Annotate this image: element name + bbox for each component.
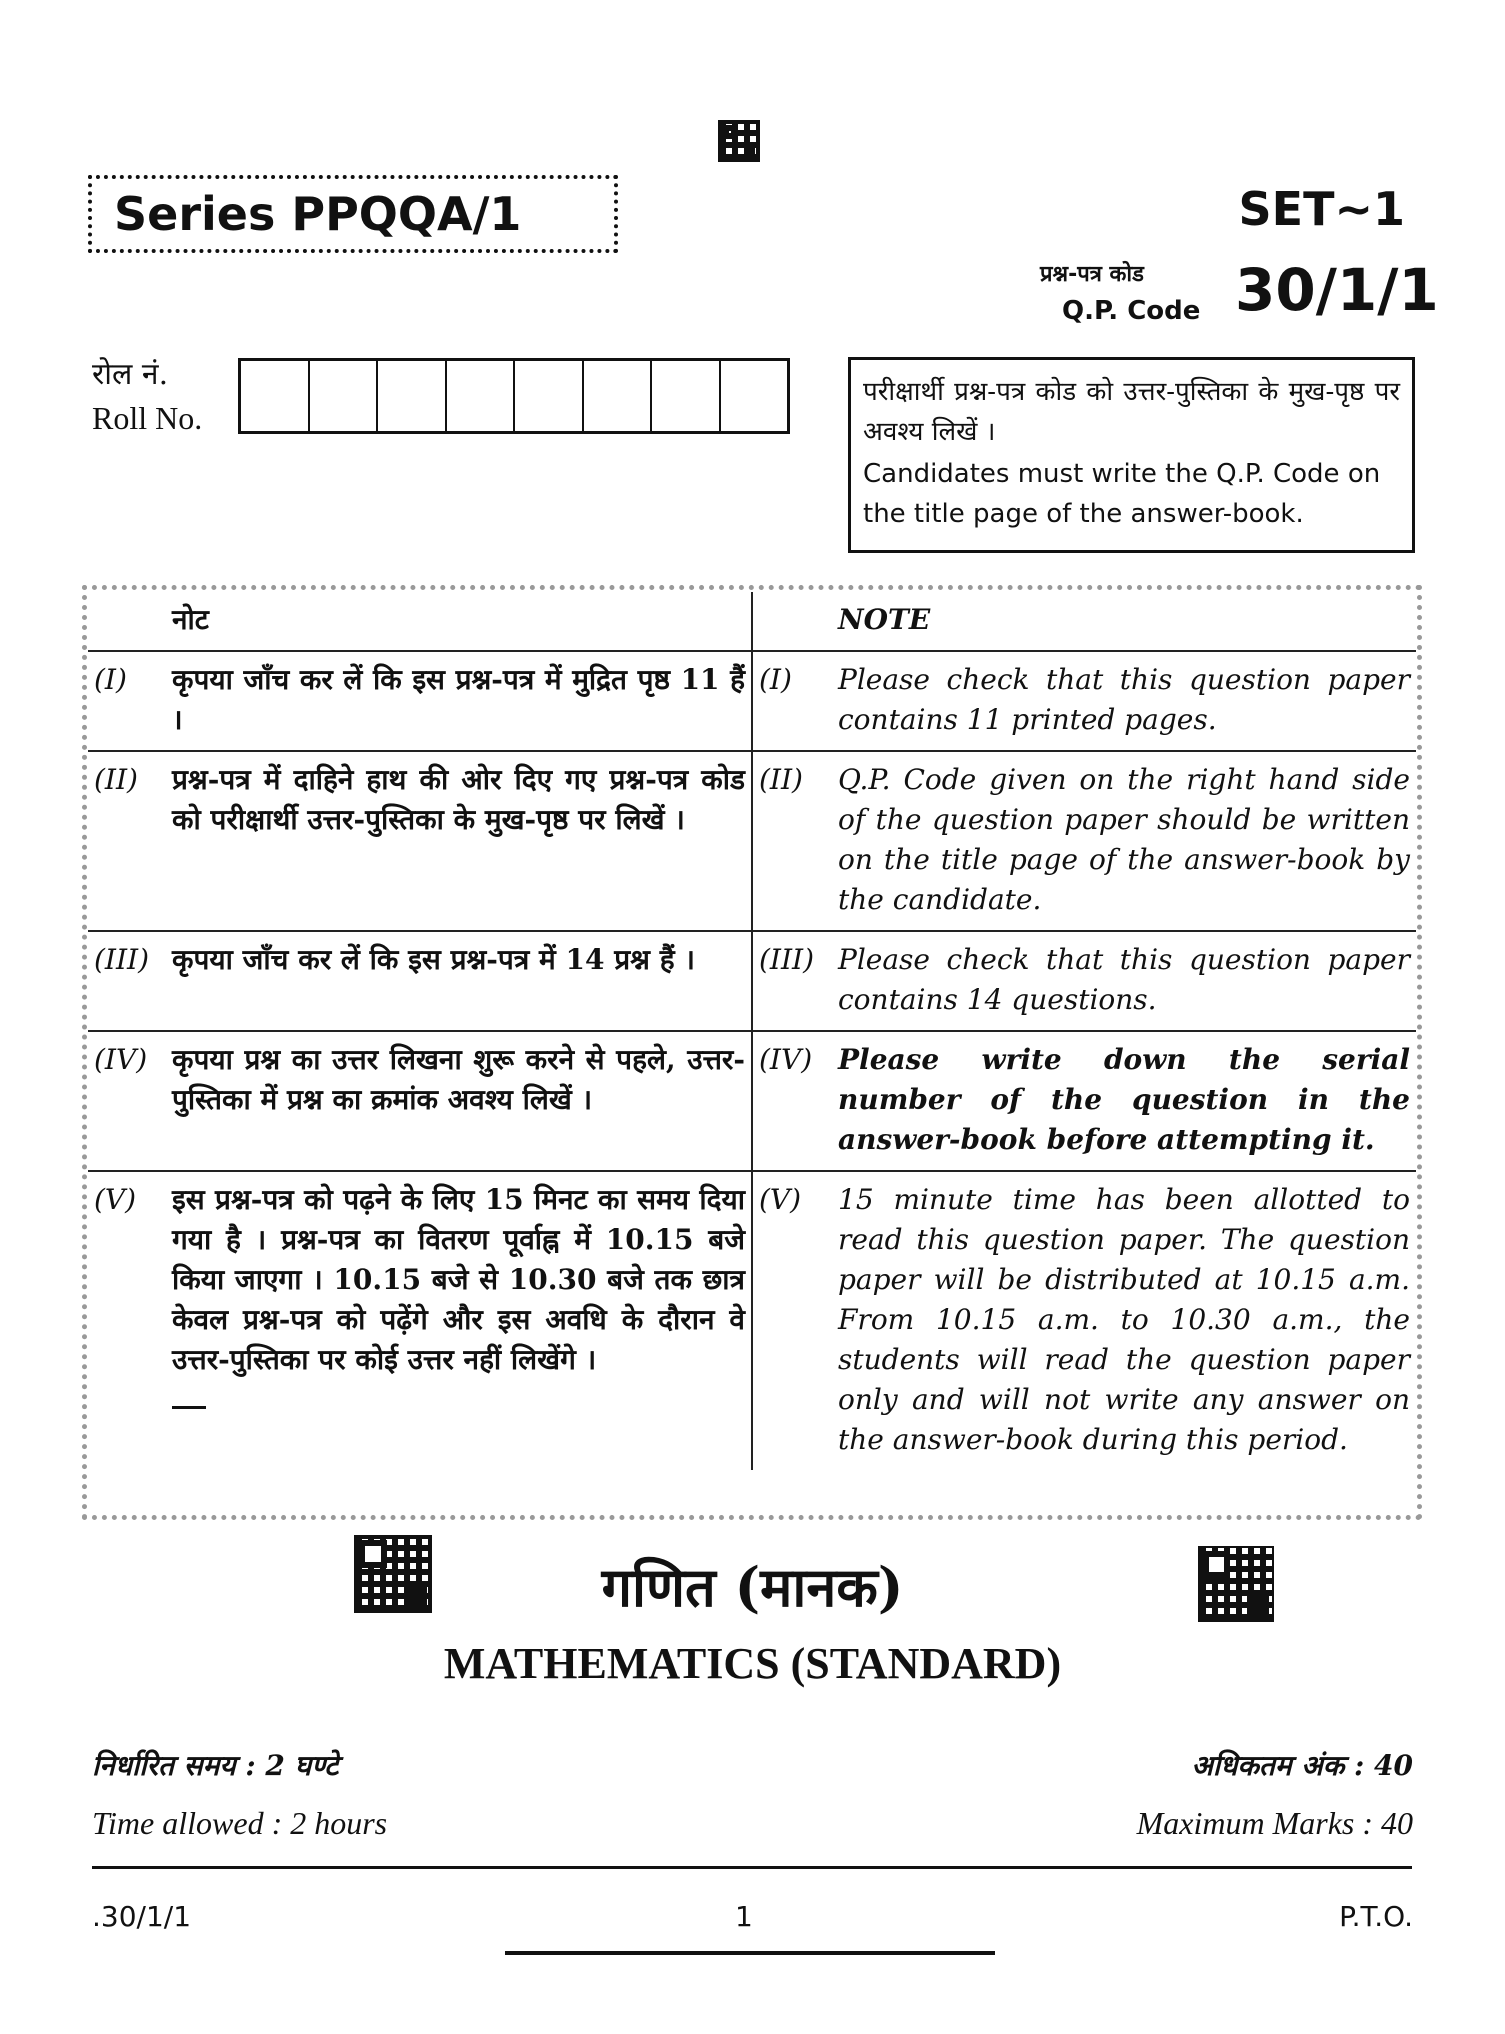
roll-number-boxes[interactable] bbox=[238, 358, 790, 434]
note-number: (V) bbox=[88, 1171, 166, 1470]
note-english: 15 minute time has been allotted to read this question paper. The question paper will be distributed at 10.15 a.m. From 10.15 a.m. to 10.30 a.m., the students will read the question paper only and will not write any answer on the answer-book during this period. bbox=[832, 1171, 1416, 1470]
roll-digit-box[interactable] bbox=[652, 361, 721, 431]
note-row bbox=[88, 1171, 1416, 1470]
note-hindi-cell bbox=[166, 1171, 752, 1470]
roll-digit-box[interactable] bbox=[310, 361, 379, 431]
note-number: (V) bbox=[752, 1171, 832, 1470]
footer-code: .30/1/1 bbox=[92, 1900, 192, 1933]
note-number: (I) bbox=[752, 651, 832, 751]
maximum-marks: Maximum Marks : 40 bbox=[1136, 1805, 1413, 1841]
note-number: (IV) bbox=[88, 1031, 166, 1171]
roll-digit-box[interactable] bbox=[447, 361, 516, 431]
notes-header-spacer bbox=[88, 592, 166, 651]
note-row bbox=[88, 651, 1416, 751]
note-row bbox=[88, 931, 1416, 1031]
note-hindi: कृपया जाँच कर लें कि इस प्रश्न-पत्र में मुद्रित पृष्ठ 11 हैं । bbox=[166, 651, 752, 751]
note-english: Please check that this question paper contains 14 questions. bbox=[832, 931, 1416, 1031]
pto-label: P.T.O. bbox=[1339, 1900, 1413, 1933]
roll-label-hindi: रोल नं. bbox=[92, 357, 169, 392]
footer-underline bbox=[505, 1951, 995, 1955]
note-english: Please write down the serial number of the question in the answer-book before attempting it. bbox=[832, 1031, 1416, 1171]
notes-header-english: NOTE bbox=[838, 603, 931, 636]
note-row bbox=[88, 1031, 1416, 1171]
note-hindi: प्रश्न-पत्र में दाहिने हाथ की ओर दिए गए प्रश्न-पत्र कोड को परीक्षार्थी उत्तर-पुस्तिका के मुख-पृष्ठ पर लिखें । bbox=[166, 751, 752, 931]
roll-digit-box[interactable] bbox=[584, 361, 653, 431]
notes-header-row bbox=[88, 592, 1416, 651]
note-hindi: कृपया प्रश्न का उत्तर लिखना शुरू करने से पहले, उत्तर-पुस्तिका में प्रश्न का क्रमांक अवश्य लिखें । bbox=[166, 1031, 752, 1171]
candidate-instruction-box bbox=[848, 357, 1415, 553]
roll-label: Roll No. bbox=[92, 400, 203, 436]
note-english: Q.P. Code given on the right hand side of the question paper should be written on the title page of the answer-book by the candidate. bbox=[832, 751, 1416, 931]
note-number: (II) bbox=[752, 751, 832, 931]
roll-digit-box[interactable] bbox=[721, 361, 788, 431]
notes-header-hindi: नोट bbox=[166, 592, 752, 651]
series-label: Series PPQQA/1 bbox=[88, 175, 618, 253]
maximum-marks-hindi: अधिकतम अंक : 40 bbox=[1191, 1749, 1413, 1782]
note-english: Please check that this question paper contains 11 printed pages. bbox=[832, 651, 1416, 751]
qp-code-label: Q.P. Code bbox=[1062, 296, 1201, 326]
note-row bbox=[88, 751, 1416, 931]
time-allowed: Time allowed : 2 hours bbox=[92, 1805, 388, 1841]
note-number: (III) bbox=[752, 931, 832, 1031]
note-number: (III) bbox=[88, 931, 166, 1031]
note-hindi: कृपया जाँच कर लें कि इस प्रश्न-पत्र में 14 प्रश्न हैं । bbox=[166, 931, 752, 1031]
note-hindi: इस प्रश्न-पत्र को पढ़ने के लिए 15 मिनट का समय दिया गया है । प्रश्न-पत्र का वितरण पूर्वाह्न में 10.15 बजे किया जाएगा । 10.15 बजे से 10.30 बजे तक छात्र केवल प्रश्न-पत्र को पढ़ेंगे और इस अवधि के दौरान वे उत्तर-पुस्तिका पर कोई उत्तर नहीं लिखेंगे । bbox=[172, 1183, 745, 1376]
roll-digit-box[interactable] bbox=[515, 361, 584, 431]
roll-digit-box[interactable] bbox=[241, 361, 310, 431]
divider bbox=[92, 1866, 1412, 1869]
notes-header-spacer bbox=[752, 592, 832, 651]
qp-code-label-hindi: प्रश्न-पत्र कोड bbox=[1040, 262, 1144, 287]
candidate-instruction-hindi: परीक्षार्थी प्रश्न-पत्र कोड को उत्तर-पुस्तिका के मुख-पृष्ठ पर अवश्य लिखें । bbox=[863, 377, 1400, 447]
dash-mark bbox=[172, 1406, 206, 1409]
time-allowed-hindi: निर्धारित समय : 2 घण्टे bbox=[92, 1749, 339, 1782]
note-number: (I) bbox=[88, 651, 166, 751]
qr-code-top bbox=[718, 120, 760, 162]
subject-title-hindi: गणित (मानक) bbox=[601, 1555, 904, 1619]
notes-table bbox=[88, 592, 1416, 1470]
set-label: SET~1 bbox=[1238, 182, 1405, 236]
page-number: 1 bbox=[735, 1900, 753, 1933]
note-number: (II) bbox=[88, 751, 166, 931]
roll-digit-box[interactable] bbox=[378, 361, 447, 431]
qp-code-value: 30/1/1 bbox=[1235, 256, 1439, 324]
subject-title: MATHEMATICS (STANDARD) bbox=[443, 1639, 1062, 1688]
candidate-instruction-english: Candidates must write the Q.P. Code on the title page of the answer-book. bbox=[863, 459, 1381, 529]
note-number: (IV) bbox=[752, 1031, 832, 1171]
